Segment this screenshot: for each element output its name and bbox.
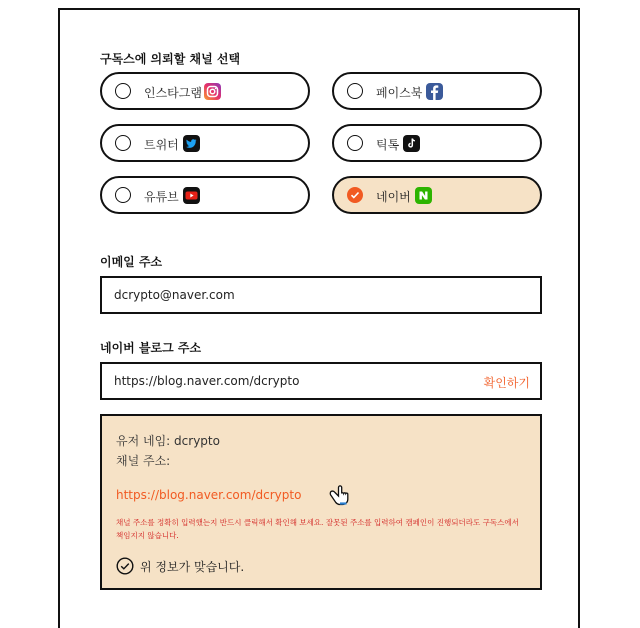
channel-section-title: 구독스에 의뢰할 채널 선택 <box>100 52 241 66</box>
confirm-label: 위 정보가 맞습니다. <box>140 560 245 574</box>
tiktok-icon <box>403 135 420 152</box>
youtube-icon <box>183 187 200 204</box>
naver-icon <box>415 187 432 204</box>
channel-option-tiktok[interactable] <box>332 124 542 162</box>
channel-address-label: 채널 주소: <box>116 454 171 468</box>
channel-label: 페이스북 <box>376 86 423 100</box>
channel-option-twitter[interactable] <box>100 124 310 162</box>
radio-unchecked-icon[interactable] <box>115 83 131 99</box>
twitter-icon <box>183 135 200 152</box>
channel-label: 틱톡 <box>376 138 400 152</box>
check-circle-icon[interactable] <box>116 557 134 579</box>
pointing-hand-icon <box>328 482 354 512</box>
channel-option-facebook[interactable] <box>332 72 542 110</box>
channel-label: 트위터 <box>144 138 179 152</box>
subscription-form-card <box>58 8 580 628</box>
radio-unchecked-icon[interactable] <box>347 83 363 99</box>
verify-button[interactable]: 확인하기 <box>483 376 530 390</box>
channel-option-instagram[interactable] <box>100 72 310 110</box>
username-line: 유저 네임: dcrypto <box>116 434 220 448</box>
channel-label: 인스타그램 <box>144 86 202 100</box>
radio-unchecked-icon[interactable] <box>347 135 363 151</box>
radio-checked-icon[interactable] <box>347 187 363 203</box>
blog-field-box <box>100 362 542 400</box>
warning-notice: 채널 주소를 정확히 입력했는지 반드시 클릭해서 확인해 보세요. 잘못된 주소를 입력하여 캠페인이 진행되더라도 구독스에서 책임지지 않습니다. <box>116 518 519 540</box>
channel-option-naver[interactable] <box>332 176 542 214</box>
radio-unchecked-icon[interactable] <box>115 135 131 151</box>
email-section-title: 이메일 주소 <box>100 255 163 269</box>
channel-label: 네이버 <box>376 190 411 204</box>
channel-info-box <box>100 414 542 590</box>
email-field-box <box>100 276 542 314</box>
channel-option-youtube[interactable] <box>100 176 310 214</box>
facebook-icon <box>426 83 443 100</box>
blog-url-input[interactable] <box>114 364 474 398</box>
blog-section-title: 네이버 블로그 주소 <box>100 341 202 355</box>
instagram-icon <box>204 83 221 100</box>
channel-label: 유튜브 <box>144 190 179 204</box>
radio-unchecked-icon[interactable] <box>115 187 131 203</box>
email-input[interactable] <box>114 278 474 312</box>
channel-url-link[interactable]: https://blog.naver.com/dcrypto <box>116 488 302 502</box>
